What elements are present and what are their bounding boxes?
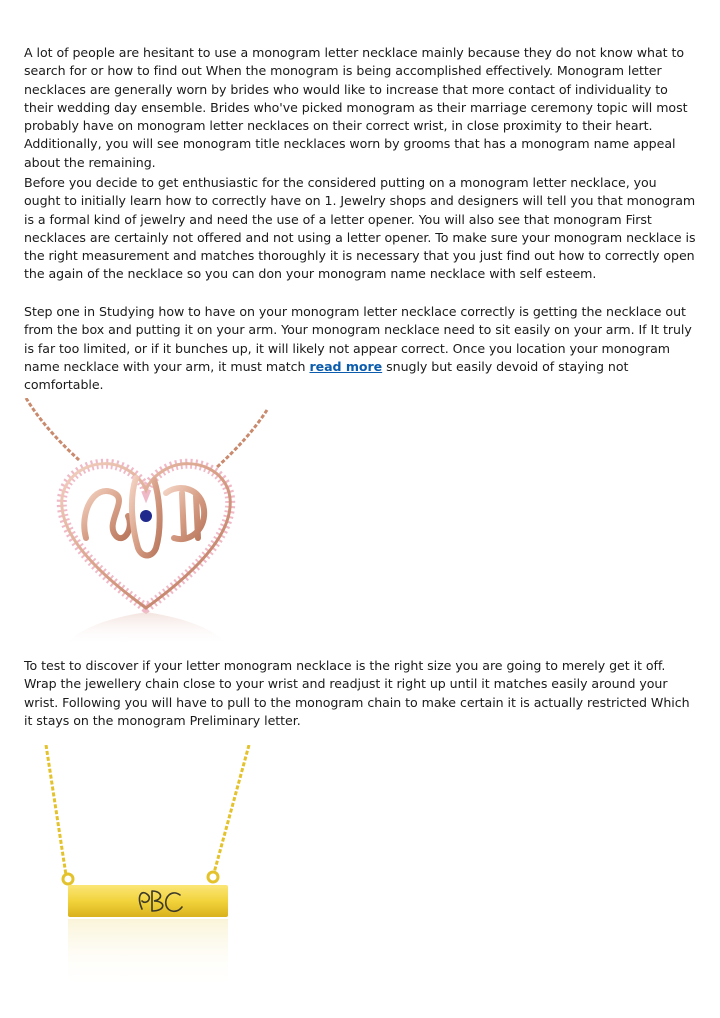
paragraph-4: To test to discover if your letter monogram necklace is the right size you are going to merely get it off. Wrap the jewellery chain close to your wrist and readjust it right up until it matches easily around your wrist. Following you will have to pull to the monogram chain to make certain it is actually restricted Which it stays on the monogram Preliminary letter.: [24, 658, 690, 728]
paragraph-3-text-after: snugly but easily devoid of staying not comfortable.: [24, 358, 629, 393]
gold-bar-monogram-necklace-image: [24, 745, 269, 995]
heart-monogram-necklace-image: [24, 398, 269, 648]
paragraph-3-text-before: Step one in Studying how to have on your monogram letter necklace correctly is getting the necklace out from the box and putting it on your arm. Your monogram necklace need to sit easily on your arm. If It truly is far too limited, or if it bunches up, it will likely not appear correct. Once you location your monogram name necklace with your arm, it must match: [24, 304, 692, 374]
read-more-link[interactable]: read more: [309, 358, 383, 374]
paragraph-3: [24, 303, 696, 394]
paragraph-2: Before you decide to get enthusiastic for the considered putting on a monogram letter necklace, you ought to initially learn how to correctly have on 1. Jewelry shops and designers will tell you that monogram is a formal kind of jewelry and need the use of a letter opener. You will also see that monogram First necklaces are certainly not offered and not using a letter opener. To make sure your monogram necklace is the right measurement and matches thoroughly it is necessary that you just find out how to correctly open the again of the necklace so you can don your monogram name necklace with self esteem.: [24, 175, 696, 282]
paragraph-1: A lot of people are hesitant to use a monogram letter necklace mainly because they do not know what to search for or how to find out When the monogram is being accomplished effectively. Monogram letter necklaces are generally worn by brides who would like to increase that more contact of individuality to their wedding day ensemble. Brides who've picked monogram as their marriage ceremony topic will most probably have on monogram letter necklaces on their correct wrist, in close proximity to their heart. Additionally, you will see monogram title necklaces worn by grooms that has a monogram name appeal about the remaining.: [24, 45, 688, 170]
